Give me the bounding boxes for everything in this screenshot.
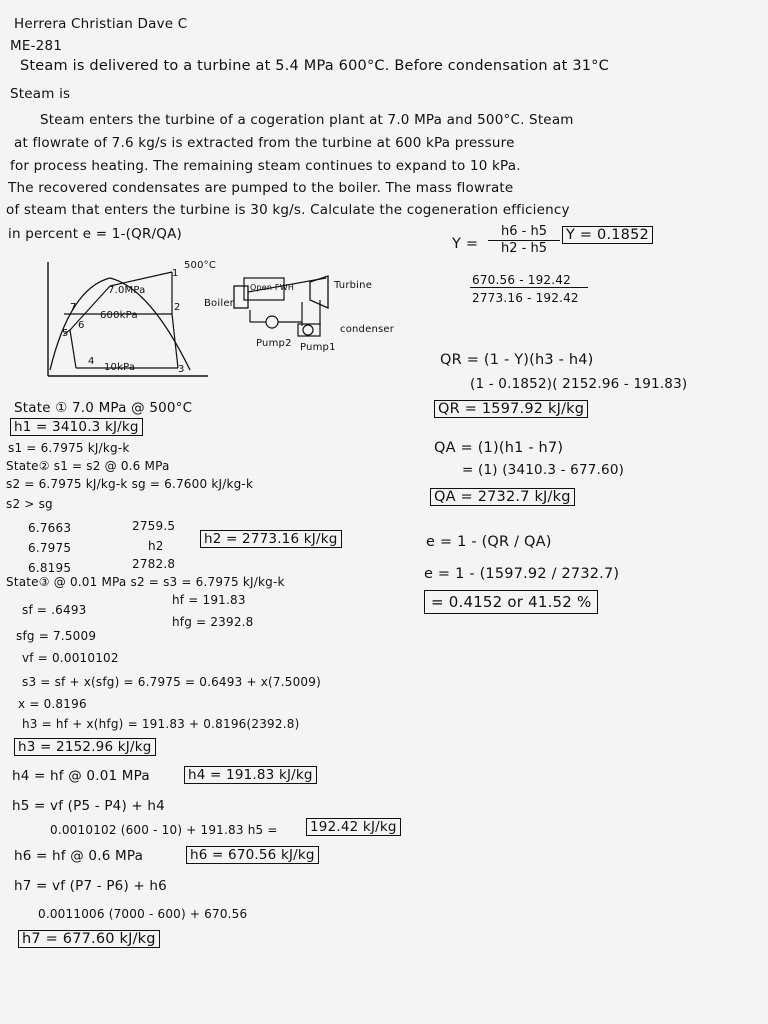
ts-pressure-low: 10kPa (104, 362, 136, 373)
ts-pressure-high: 7.0MPa (108, 285, 146, 296)
problem-line-6: in percent e = 1-(QR/QA) (8, 226, 183, 242)
interp-s-1: 6.7663 (28, 521, 72, 535)
s2-gt-sg: s2 > sg (6, 497, 53, 511)
h6-definition: h6 = hf @ 0.6 MPa (14, 848, 144, 864)
turbine-label: Turbine (334, 280, 373, 291)
h7-substitution: 0.0011006 (7000 - 600) + 670.56 (38, 907, 248, 921)
h4-result: h4 = 191.83 kJ/kg (184, 766, 317, 784)
interp-h-1: 2759.5 (132, 519, 176, 533)
sfg-value: sfg = 7.5009 (16, 629, 97, 643)
hf-value: hf = 191.83 (172, 593, 246, 607)
y-denominator: h2 - h5 (501, 241, 547, 256)
qa-formula: QA = (1)(h1 - h7) (434, 440, 564, 456)
s2-value: s2 = 6.7975 kJ/kg-k sg = 6.7600 kJ/kg-k (6, 477, 254, 491)
ts-point-4: 4 (88, 356, 95, 367)
ts-point-3: 3 (178, 364, 185, 375)
state-3-heading: State③ @ 0.01 MPa s2 = s3 = 6.7975 kJ/kg-k (6, 575, 285, 589)
problem-line-5: of steam that enters the turbine is 30 kg/s. Calculate the cogeneration efficiency (6, 202, 570, 218)
qr-result: QR = 1597.92 kJ/kg (434, 400, 588, 418)
problem-line-1: Steam enters the turbine of a cogeration plant at 7.0 MPa and 500°C. Steam (40, 112, 574, 128)
y-label: Y = (452, 236, 479, 252)
h5-formula: h5 = vf (P5 - P4) + h4 (12, 798, 165, 814)
efficiency-substitution: e = 1 - (1597.92 / 2732.7) (424, 566, 620, 582)
vf-value: vf = 0.0010102 (22, 651, 119, 665)
sf-value: sf = .6493 (22, 603, 87, 617)
y-numerator-values: 670.56 - 192.42 (472, 273, 571, 287)
state-2-heading: State② s1 = s2 @ 0.6 MPa (6, 459, 170, 473)
plant-schematic (206, 270, 416, 350)
h4-definition: h4 = hf @ 0.01 MPa (12, 768, 150, 784)
ts-temp-label: 500°C (184, 260, 217, 271)
ts-point-6: 6 (78, 320, 85, 331)
qr-formula: QR = (1 - Y)(h3 - h4) (440, 352, 594, 368)
h7-formula: h7 = vf (P7 - P6) + h6 (14, 878, 167, 894)
h5-substitution: 0.0010102 (600 - 10) + 191.83 h5 = (50, 823, 278, 837)
efficiency-result: = 0.4152 or 41.52 % (424, 590, 598, 614)
boiler-label: Boiler (204, 298, 234, 309)
ts-point-5: 5 (62, 328, 69, 339)
qa-substitution: = (1) (3410.3 - 677.60) (462, 462, 625, 478)
y-fraction-bar (470, 287, 588, 288)
state-1-heading: State ① 7.0 MPa @ 500°C (14, 400, 193, 416)
h5-result: 192.42 kJ/kg (306, 818, 401, 836)
h7-result: h7 = 677.60 kJ/kg (18, 930, 160, 948)
problem-line-3: for process heating. The remaining steam continues to expand to 10 kPa. (10, 158, 521, 174)
interp-h-3: 2782.8 (132, 557, 176, 571)
y-denominator-values: 2773.16 - 192.42 (472, 291, 579, 305)
condenser-label: condenser (340, 324, 395, 335)
interp-s-2: 6.7975 (28, 541, 72, 555)
y-fraction (488, 224, 560, 257)
ts-point-1: 1 (172, 268, 179, 279)
quality-equation: s3 = sf + x(sfg) = 6.7975 = 0.6493 + x(7.5009) (22, 675, 321, 689)
y-numerator: h6 - h5 (488, 224, 560, 241)
h6-result: h6 = 670.56 kJ/kg (186, 846, 319, 864)
quality-value: x = 0.8196 (18, 697, 87, 711)
h1-result: h1 = 3410.3 kJ/kg (10, 418, 143, 436)
hfg-value: hfg = 2392.8 (172, 615, 254, 629)
feedwater-heater-label: Open FWH (250, 283, 295, 292)
header-note-2: Steam is (10, 86, 71, 102)
qr-substitution: (1 - 0.1852)( 2152.96 - 191.83) (470, 376, 688, 392)
interp-s-3: 6.8195 (28, 561, 72, 575)
y-result: Y = 0.1852 (562, 226, 653, 244)
h3-result: h3 = 2152.96 kJ/kg (14, 738, 156, 756)
course-code: ME-281 (10, 38, 63, 54)
pump2-label: Pump2 (256, 338, 292, 349)
ts-point-7: 7 (70, 302, 77, 313)
problem-line-2: at flowrate of 7.6 kg/s is extracted from the turbine at 600 kPa pressure (14, 135, 515, 151)
qa-result: QA = 2732.7 kJ/kg (430, 488, 575, 506)
h2-result: h2 = 2773.16 kJ/kg (200, 530, 342, 548)
author-name: Herrera Christian Dave C (14, 16, 188, 32)
pump1-label: Pump1 (300, 342, 336, 353)
problem-line-4: The recovered condensates are pumped to the boiler. The mass flowrate (8, 180, 514, 196)
s1-value: s1 = 6.7975 kJ/kg-k (8, 441, 130, 455)
header-note-1: Steam is delivered to a turbine at 5.4 MPa 600°C. Before condensation at 31°C (20, 58, 609, 74)
interp-h-2: h2 (148, 539, 164, 553)
ts-pressure-mid: 600kPa (100, 310, 138, 321)
efficiency-formula: e = 1 - (QR / QA) (426, 534, 552, 550)
ts-point-2: 2 (174, 302, 181, 313)
h3-equation: h3 = hf + x(hfg) = 191.83 + 0.8196(2392.8) (22, 717, 300, 731)
